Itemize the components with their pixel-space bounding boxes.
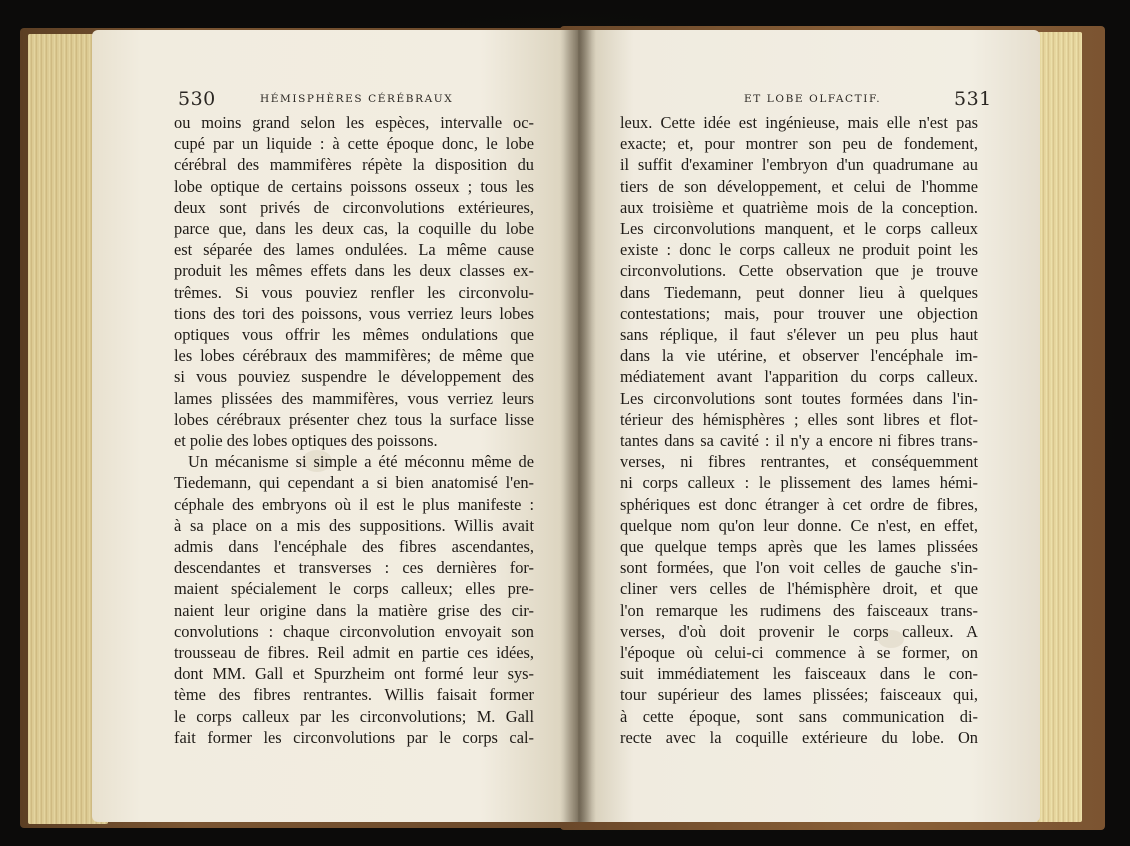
text-line: convolutions : chaque circonvolution envoyait son xyxy=(174,621,534,641)
text-line: est séparée des lames ondulées. La même cause xyxy=(174,240,534,260)
text-line: verses, ni fibres rentrantes, et conséquemment xyxy=(620,452,978,472)
text-line: suit immédiatement les faisceaux dans le con- xyxy=(620,664,978,684)
right-page xyxy=(578,30,1040,822)
text-line: que quelque temps après que les lames plissées xyxy=(620,537,978,557)
text-line: l'on remarque les rudimens des faisceaux trans- xyxy=(620,600,978,620)
text-line: si vous pouviez suspendre le développement des xyxy=(174,367,534,387)
text-line: descendantes et transverses : ces dernières for- xyxy=(174,558,534,578)
text-line: exacte; et, pour montrer son peu de fondement, xyxy=(620,134,978,154)
text-line: lobe optique de certains poissons osseux ; tous les xyxy=(174,176,534,196)
text-line: aux troisième et quatrième mois de la conception. xyxy=(620,197,978,217)
text-line: naient leur origine dans la matière grise des cir- xyxy=(174,600,534,620)
left-page-body xyxy=(174,112,534,748)
text-line: admis dans l'encéphale des fibres ascendantes, xyxy=(174,537,534,557)
right-page-body xyxy=(620,112,978,748)
text-line: Tiedemann, qui cependant a si bien anatomisé l'en- xyxy=(174,473,534,493)
text-line: Les circonvolutions sont toutes formées dans l'in- xyxy=(620,388,978,408)
text-line: tour supérieur des lames plissées; faisceaux qui, xyxy=(620,685,978,705)
text-line: lames plissées des mammifères, vous verriez leurs xyxy=(174,388,534,408)
text-line: sphériques est donc étranger à cet ordre de fibres, xyxy=(620,494,978,514)
text-line: ou moins grand selon les espèces, intervalle oc- xyxy=(174,113,534,132)
text-line: les lobes cérébraux des mammifères; de même que xyxy=(174,346,534,366)
text-line: l'époque où celui-ci commence à se former, on xyxy=(620,643,978,663)
text-line: cliner vers celles de l'hémisphère droit, et que xyxy=(620,579,978,599)
text-line: et polie des lobes optiques des poissons. xyxy=(174,431,438,451)
text-line: contestations; mais, pour trouver une objection xyxy=(620,303,978,323)
text-line: optiques vous offrir les mêmes ondulations que xyxy=(174,325,534,345)
text-line: le corps calleux par les circonvolutions; M. Gall xyxy=(174,706,534,726)
text-line: circonvolutions. Cette observation que je trouve xyxy=(620,261,978,281)
text-line: Un mécanisme si simple a été méconnu même de xyxy=(188,452,534,472)
text-line: produit les mêmes effets dans les deux classes ex- xyxy=(174,261,534,281)
left-page xyxy=(92,30,578,822)
text-line: deux sont privés de circonvolutions extérieures, xyxy=(174,197,534,217)
text-line: tions des tori des poissons, vous verriez leurs lobes xyxy=(174,303,534,323)
text-line: recte avec la coquille extérieure du lobe. On xyxy=(620,727,978,747)
page-number: 530 xyxy=(178,88,216,110)
running-title: ET LOBE OLFACTIF. xyxy=(744,93,882,105)
text-line: verses, d'où doit provenir le corps calleux. A xyxy=(620,621,978,641)
text-line: tantes dans sa cavité : il n'y a encore ni fibres trans- xyxy=(620,431,978,451)
text-line: maient spécialement le corps calleux; elles pre- xyxy=(174,579,534,599)
text-line: Les circonvolutions manquent, et le corps calleux xyxy=(620,219,978,239)
text-line: à sa place on a mis des suppositions. Willis avait xyxy=(174,515,534,535)
text-line: existe : donc le corps calleux ne produit point les xyxy=(620,240,978,260)
text-line: tiers de son développement, et celui de l'homme xyxy=(620,176,978,196)
running-title: HÉMISPHÈRES CÉRÉBRAUX xyxy=(260,93,454,105)
text-line: céphale des embryons où il est le plus manifeste : xyxy=(174,494,534,514)
text-line: cupé par un liquide : à cette époque donc, le lobe xyxy=(174,134,534,154)
text-line: ni corps calleux : le plissement des lames hémi- xyxy=(620,473,978,493)
text-line: térieur des hémisphères ; elles sont libres et flot- xyxy=(620,409,978,429)
text-line: il suffit d'examiner l'embryon d'un quadrumane au xyxy=(620,155,978,175)
page-number: 531 xyxy=(954,88,992,110)
text-line: à cette époque, sont sans communication di- xyxy=(620,706,978,726)
text-line: sans réplique, il faut s'élever un peu plus haut xyxy=(620,325,978,345)
text-line: quelque nom qu'on leur donne. Ce n'est, en effet, xyxy=(620,515,978,535)
text-line: dans Tiedemann, peut donner lieu à quelques xyxy=(620,282,978,302)
text-line: leux. Cette idée est ingénieuse, mais elle n'est pas xyxy=(620,113,978,132)
text-line: médiatement avant l'apparition du corps calleux. xyxy=(620,367,978,387)
text-line: parce que, dans les deux cas, la coquille du lobe xyxy=(174,219,534,239)
text-line: lobes cérébraux présenter chez tous la surface lisse xyxy=(174,409,534,429)
text-line: sont formées, que l'on voit celles de gauche s'in- xyxy=(620,558,978,578)
text-line: tème des fibres rentrantes. Willis faisait former xyxy=(174,685,534,705)
text-line: dont MM. Gall et Spurzheim ont formé leur sys- xyxy=(174,664,534,684)
text-line: fait former les circonvolutions par le corps cal- xyxy=(174,727,534,747)
text-line: trousseau de fibres. Reil admit en partie ces idées, xyxy=(174,643,534,663)
text-line: cérébral des mammifères répète la disposition du xyxy=(174,155,534,175)
text-line: dans la vie utérine, et observer l'encéphale im- xyxy=(620,346,978,366)
text-line: trêmes. Si vous pouviez renfler les circonvolu- xyxy=(174,282,534,302)
